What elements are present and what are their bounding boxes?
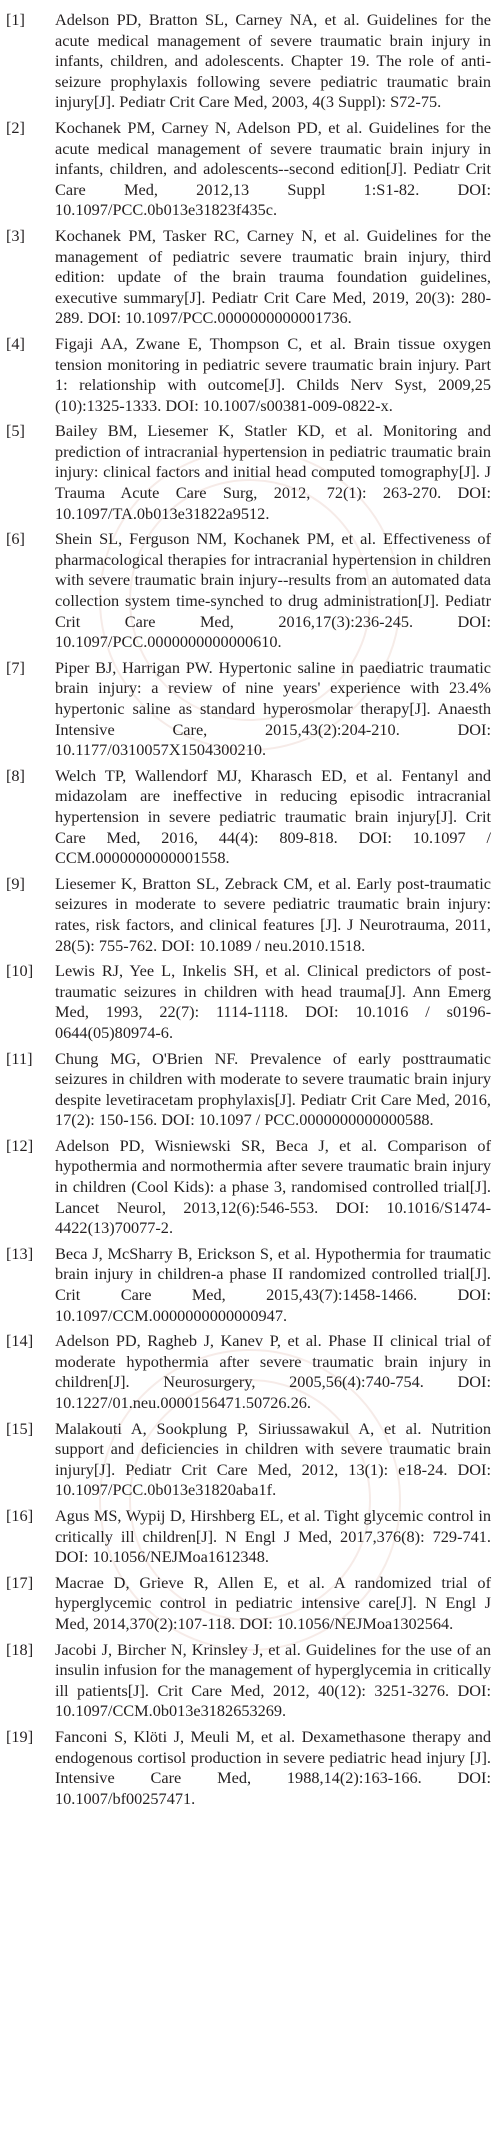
reference-number: [2] bbox=[6, 117, 25, 137]
reference-text: Beca J, McSharry B, Erickson S, et al. Hypothermia for traumatic brain injury in children-a phase II randomized controlled trial[J]. Crit Care Med, 2015,43(7):1458-1466. DOI: 10.1097/CCM.0000000000000947. bbox=[55, 1243, 491, 1325]
reference-number: [14] bbox=[6, 1331, 34, 1351]
reference-number: [5] bbox=[6, 421, 25, 441]
reference-text: Figaji AA, Zwane E, Thompson C, et al. Brain tissue oxygen tension monitoring in pediatric severe traumatic brain injury. Part 1: relationship with outcome[J]. Childs Nerv Syst, 2009,25 (10):1325-1333. DOI: 10.1007/s00381-009-0822-x. bbox=[55, 333, 491, 415]
reference-item bbox=[0, 1506, 500, 1568]
reference-item bbox=[0, 10, 500, 113]
reference-item bbox=[0, 118, 500, 221]
reference-item bbox=[0, 1727, 500, 1809]
reference-text: Fanconi S, Klöti J, Meuli M, et al. Dexamethasone therapy and endogenous cortisol production in severe pediatric head injury [J]. Intensive Care Med, 1988,14(2):163-166. DOI: 10.1007/bf00257471. bbox=[55, 1726, 491, 1808]
reference-text: Malakouti A, Sookplung P, Siriussawakul A, et al. Nutrition support and deficiencies in children with severe traumatic brain injury[J]. Pediatr Crit Care Med, 2012, 13(1): e18-24. DOI: 10.1097/PCC.0b013e31820aba1f. bbox=[55, 1418, 491, 1500]
reference-number: [19] bbox=[6, 1726, 34, 1746]
reference-text: Bailey BM, Liesemer K, Statler KD, et al. Monitoring and prediction of intracranial hypertension in pediatric traumatic brain injury: clinical factors and initial head computed tomography[J]. J Trauma Acute Care Surg, 2012, 72(1): 263-270. DOI: 10.1097/TA.0b013e31822a9512. bbox=[55, 421, 491, 523]
reference-item bbox=[0, 1244, 500, 1326]
reference-text: Adelson PD, Wisniewski SR, Beca J, et al. Comparison of hypothermia and normothermia after severe traumatic brain injury in children (Cool Kids): a phase 3, randomised controlled trial[J]. Lancet Neurol, 2013,12(6):546-553. DOI: 10.1016/S1474-4422(13)70077-2. bbox=[55, 1135, 491, 1238]
reference-item bbox=[0, 961, 500, 1043]
reference-item bbox=[0, 1049, 500, 1131]
reference-text: Chung MG, O'Brien NF. Prevalence of early posttraumatic seizures in children with moderate to severe traumatic brain injury despite levetiracetam prophylaxis[J]. Pediatr Crit Care Med, 2016, 17(2): 150-156. DOI: 10.1097 / PCC.0000000000000588. bbox=[55, 1048, 491, 1130]
reference-item bbox=[0, 334, 500, 416]
reference-text: Jacobi J, Bircher N, Krinsley J, et al. Guidelines for the use of an insulin infusion for the management of hyperglycemia in critically ill patients[J]. Crit Care Med, 2012, 40(12): 3251-3276. DOI: 10.1097/CCM.0b013e3182653269. bbox=[55, 1639, 491, 1721]
reference-item bbox=[0, 529, 500, 653]
reference-text: Adelson PD, Ragheb J, Kanev P, et al. Phase II clinical trial of moderate hypothermia after severe traumatic brain injury in children[J]. Neurosurgery, 2005,56(4):740-754. DOI: 10.1227/01.neu.0000156471.50726.26. bbox=[55, 1331, 491, 1412]
reference-number: [13] bbox=[6, 1243, 34, 1263]
reference-number: [3] bbox=[6, 225, 25, 245]
reference-number: [6] bbox=[6, 529, 25, 549]
reference-text: Piper BJ, Harrigan PW. Hypertonic saline in paediatric traumatic brain injury: a review of nine years' experience with 23.4% hypertonic saline as standard hyperosmolar therapy[J]. Anaesth Intensive Care, 2015,43(2):204-210. DOI: 10.1177/0310057X1504300210. bbox=[55, 657, 491, 760]
reference-number: [1] bbox=[6, 10, 25, 29]
reference-item bbox=[0, 658, 500, 761]
reference-number: [10] bbox=[6, 961, 34, 981]
reference-text: Shein SL, Ferguson NM, Kochanek PM, et al. Effectiveness of pharmacological therapies for intracranial hypertension in children with severe traumatic brain injury--results from an automated data collection system time-synched to drug administration[J]. Pediatr Crit Care Med, 2016,17(3):236-245. DOI: 10.1097/PCC.0000000000000610. bbox=[55, 529, 491, 652]
reference-item bbox=[0, 1640, 500, 1722]
reference-text: Agus MS, Wypij D, Hirshberg EL, et al. Tight glycemic control in critically ill children[J]. N Engl J Med, 2017,376(8): 729-741. DOI: 10.1056/NEJMoa1612348. bbox=[55, 1505, 491, 1567]
reference-item bbox=[0, 766, 500, 869]
reference-text: Welch TP, Wallendorf MJ, Kharasch ED, et al. Fentanyl and midazolam are ineffective in reducing episodic intracranial hypertension in severe pediatric traumatic brain injury[J]. Crit Care Med, 2016, 44(4): 809-818. DOI: 10.1097 / CCM.0000000000001558. bbox=[55, 765, 491, 868]
reference-text: Lewis RJ, Yee L, Inkelis SH, et al. Clinical predictors of post-traumatic seizures in children with head trauma[J]. Ann Emerg Med, 1993, 22(7): 1114-1118. DOI: 10.1016 / s0196-0644(05)80974-6. bbox=[55, 961, 491, 1042]
reference-item bbox=[0, 1573, 500, 1635]
reference-number: [17] bbox=[6, 1572, 34, 1592]
reference-number: [16] bbox=[6, 1505, 34, 1525]
reference-item bbox=[0, 226, 500, 329]
reference-number: [7] bbox=[6, 657, 25, 677]
reference-number: [9] bbox=[6, 873, 25, 893]
reference-text: Liesemer K, Bratton SL, Zebrack CM, et al. Early post-traumatic seizures in moderate to severe pediatric traumatic brain injury: rates, risk factors, and clinical features [J]. J Neurotrauma, 2011, 28(5): 755-762. DOI: 10.1089 / neu.2010.1518. bbox=[55, 873, 491, 955]
reference-item bbox=[0, 1331, 500, 1413]
reference-item bbox=[0, 1419, 500, 1501]
reference-item bbox=[0, 421, 500, 524]
reference-item bbox=[0, 874, 500, 956]
reference-list bbox=[0, 10, 500, 1814]
reference-number: [8] bbox=[6, 765, 25, 785]
reference-number: [11] bbox=[6, 1048, 33, 1068]
reference-number: [12] bbox=[6, 1135, 34, 1155]
reference-number: [18] bbox=[6, 1639, 34, 1659]
reference-text: Kochanek PM, Tasker RC, Carney N, et al. Guidelines for the management of pediatric severe traumatic brain injury, third edition: update of the brain trauma foundation guidelines, executive summary[J]. Pediatr Crit Care Med, 2019, 20(3): 280-289. DOI: 10.1097/PCC.0000000000001736. bbox=[55, 225, 491, 328]
reference-text: Kochanek PM, Carney N, Adelson PD, et al. Guidelines for the acute medical management of severe traumatic brain injury in infants, children, and adolescents--second edition[J]. Pediatr Crit Care Med, 2012,13 Suppl 1:S1-82. DOI: 10.1097/PCC.0b013e31823f435c. bbox=[55, 117, 491, 220]
reference-item bbox=[0, 1136, 500, 1239]
reference-text: Adelson PD, Bratton SL, Carney NA, et al. Guidelines for the acute medical management of severe traumatic brain injury in infants, children, and adolescents. Chapter 19. The role of anti-seizure prophylaxis following severe pediatric traumatic brain injury[J]. Pediatr Crit Care Med, 2003, 4(3 Suppl): S72-75. bbox=[55, 10, 491, 112]
reference-text: Macrae D, Grieve R, Allen E, et al. A randomized trial of hyperglycemic control in pediatric intensive care[J]. N Engl J Med, 2014,370(2):107-118. DOI: 10.1056/NEJMoa1302564. bbox=[55, 1572, 491, 1633]
reference-number: [15] bbox=[6, 1418, 34, 1438]
reference-number: [4] bbox=[6, 333, 25, 353]
